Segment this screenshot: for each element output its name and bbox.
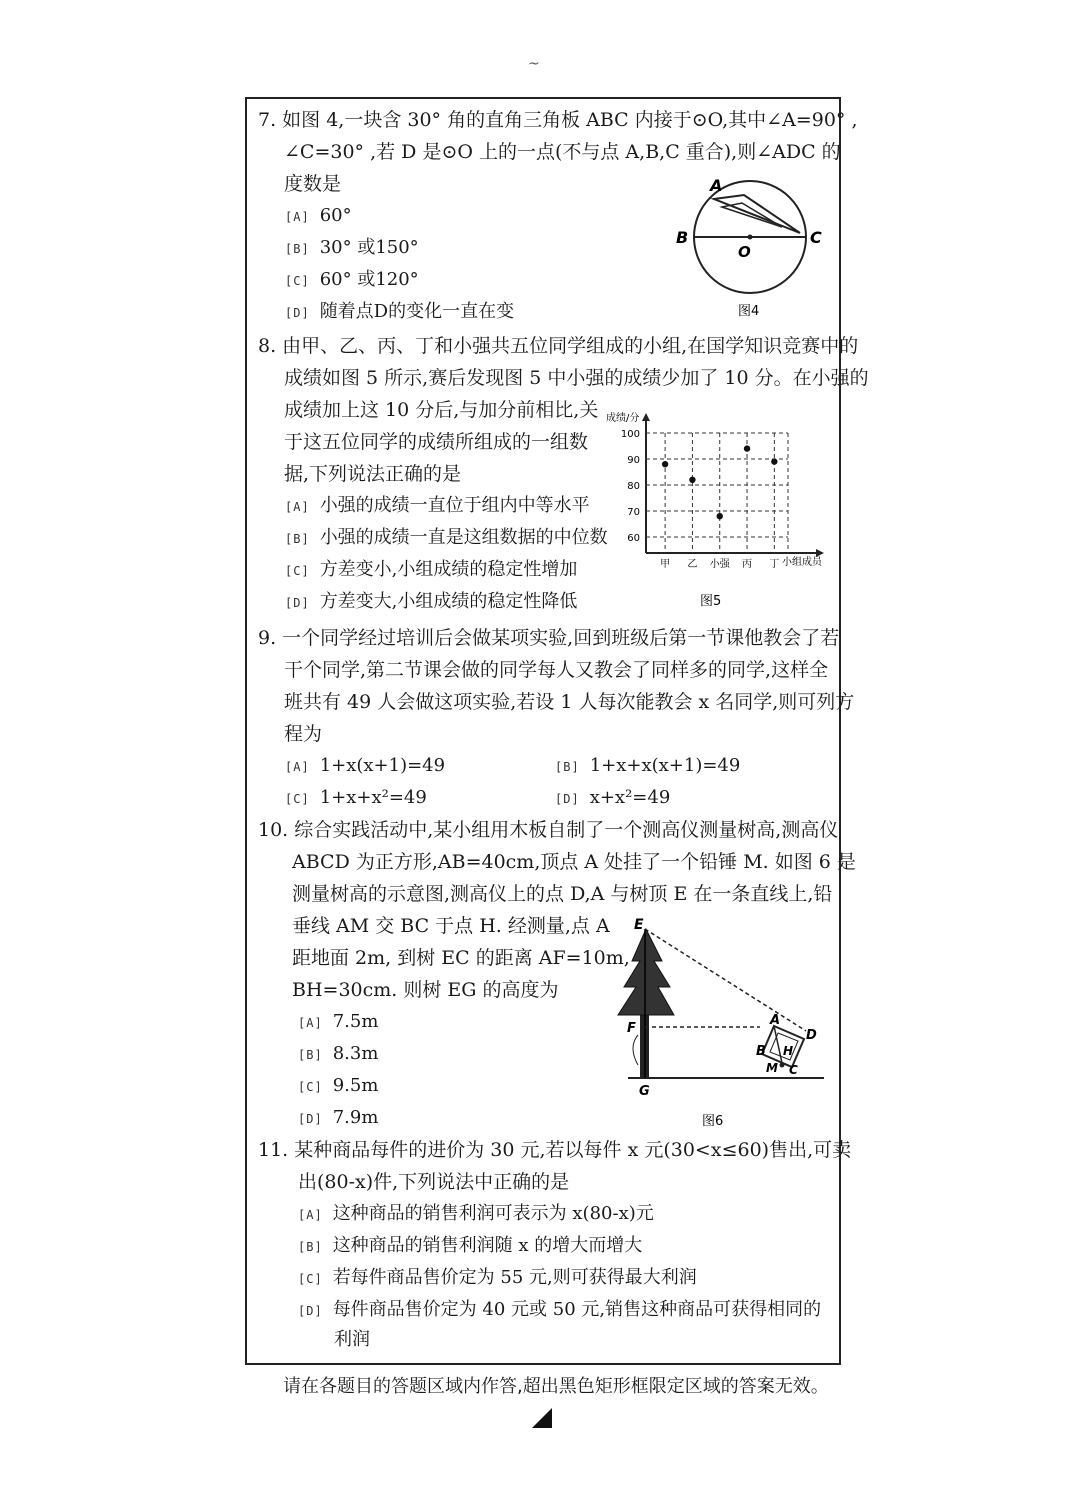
plumb-bob-m — [780, 1063, 785, 1068]
q9-option-a[interactable] — [285, 754, 445, 779]
q8-option-c[interactable] — [285, 558, 577, 583]
q10-line-6: BH=30cm. 则树 EG 的高度为 — [292, 979, 559, 1001]
figure-6-caption: 图6 — [702, 1114, 724, 1129]
q8-option-d[interactable] — [285, 590, 577, 615]
q11-line-2: 出(80-x)件,下列说法中正确的是 — [298, 1171, 570, 1193]
label-b: B — [756, 1044, 766, 1059]
q7-option-c[interactable] — [285, 268, 419, 293]
label-e: E — [634, 917, 644, 933]
option-text: 每件商品售价定为 40 元或 50 元,销售这种商品可获得相同的 — [332, 1299, 822, 1320]
option-text: 利润 — [334, 1329, 370, 1350]
q7-line-2: ∠C=30° ,若 D 是⊙O 上的一点(不与点 A,B,C 重合),则∠ADC 的 — [284, 141, 841, 163]
y-tick-label: 80 — [627, 481, 640, 492]
option-tag: [B] — [298, 1048, 323, 1062]
q10-tree-figure — [598, 915, 830, 1133]
q8-option-a[interactable] — [285, 494, 590, 519]
option-tag: [D] — [285, 306, 310, 320]
x-tick-label: 丁 — [769, 559, 780, 570]
chart-y-axis-label: 成绩/分 — [606, 413, 640, 424]
label-f: F — [627, 1021, 636, 1036]
q10-line-5: 距地面 2m, 到树 EC 的距离 AF=10m, — [292, 947, 630, 969]
data-point-4 — [771, 458, 777, 464]
label-g: G — [639, 1084, 650, 1099]
option-tag: [D] — [298, 1112, 323, 1126]
option-tag: [B] — [285, 242, 310, 256]
answer-area-notice: 请在各题目的答题区域内作答,超出黑色矩形框限定区域的答案无效。 — [283, 1376, 829, 1397]
x-axis-arrow — [816, 549, 824, 557]
q10-option-b[interactable] — [298, 1042, 378, 1067]
option-tag: [B] — [555, 760, 580, 774]
q10-option-d[interactable] — [298, 1106, 378, 1131]
q9-option-b[interactable] — [555, 754, 740, 779]
label-b: B — [676, 228, 689, 247]
q11-option-d-continued — [334, 1328, 370, 1352]
option-tag: [A] — [285, 210, 310, 224]
option-text: 7.5m — [332, 1011, 379, 1032]
q10-line-1: 10. 综合实践活动中,某小组用木板自制了一个测高仪测量树高,测高仪 — [258, 819, 839, 841]
q9-option-c[interactable] — [285, 786, 427, 811]
trunk-arc — [633, 1035, 638, 1065]
option-tag: [B] — [285, 532, 310, 546]
label-c: C — [789, 1063, 798, 1077]
option-tag: [A] — [285, 760, 310, 774]
y-axis-arrow — [642, 413, 650, 421]
q7-line-1: 7. 如图 4,一块含 30° 角的直角三角板 ABC 内接于⊙O,其中∠A=90° , — [258, 109, 858, 131]
x-tick-label: 丙 — [742, 559, 753, 570]
data-point-2 — [717, 513, 723, 519]
label-a: A — [710, 176, 723, 195]
option-text: 方差变小,小组成绩的稳定性增加 — [319, 559, 578, 580]
option-text: 这种商品的销售利润可表示为 x(80-x)元 — [332, 1203, 654, 1224]
q11-option-c[interactable] — [298, 1266, 697, 1291]
q9-line-4: 程为 — [284, 723, 323, 745]
q7-option-d[interactable] — [285, 300, 514, 325]
figure-5-caption: 图5 — [700, 594, 722, 607]
plumb-line-am — [774, 1026, 782, 1063]
q10-line-4: 垂线 AM 交 BC 于点 H. 经测量,点 A — [292, 915, 610, 937]
q11-option-a[interactable] — [298, 1202, 654, 1227]
q8-line-2: 成绩如图 5 所示,赛后发现图 5 中小强的成绩少加了 10 分。在小强的 — [284, 367, 869, 389]
q7-figure-circle — [670, 175, 830, 320]
x-tick-label: 甲 — [660, 559, 671, 570]
option-text: 方差变大,小组成绩的稳定性降低 — [319, 591, 578, 612]
label-o: O — [738, 243, 751, 261]
option-text: 1+x+x²=49 — [319, 787, 427, 808]
q11-option-d[interactable] — [298, 1298, 821, 1323]
q9-line-2: 干个同学,第二节课会做的同学每人又教会了同样多的同学,这样全 — [284, 659, 829, 681]
y-tick-label: 60 — [627, 533, 640, 544]
sight-line — [645, 929, 806, 1031]
x-tick-label: 小强 — [709, 559, 730, 570]
option-tag: [C] — [285, 792, 310, 806]
y-tick-label: 70 — [627, 507, 640, 518]
q10-line-3: 测量树高的示意图,测高仪上的点 D,A 与树顶 E 在一条直线上,铅 — [292, 883, 833, 905]
option-text: 随着点D的变化一直在变 — [319, 301, 515, 322]
option-text: 8.3m — [332, 1043, 379, 1064]
q8-score-chart — [598, 405, 830, 607]
option-text: 小强的成绩一直是这组数据的中位数 — [319, 527, 608, 548]
option-tag: [D] — [555, 792, 580, 806]
x-tick-label: 乙 — [687, 559, 698, 570]
q8-line-5: 据,下列说法正确的是 — [284, 463, 462, 485]
y-tick-label: 100 — [620, 429, 640, 440]
option-text: 1+x+x(x+1)=49 — [589, 755, 741, 776]
q10-option-c[interactable] — [298, 1074, 378, 1099]
option-tag: [C] — [285, 274, 310, 288]
label-h: H — [783, 1044, 794, 1058]
option-text: 30° 或150° — [319, 237, 419, 258]
option-text: 60° 或120° — [319, 269, 419, 290]
data-point-1 — [689, 477, 695, 483]
q9-line-1: 9. 一个同学经过培训后会做某项实验,回到班级后第一节课他教会了若 — [258, 627, 840, 649]
option-text: 60° — [319, 205, 352, 226]
label-c: C — [810, 228, 822, 247]
option-tag: [C] — [298, 1272, 323, 1286]
option-tag: [C] — [285, 564, 310, 578]
q8-line-4: 于这五位同学的成绩所组成的一组数 — [284, 431, 589, 453]
option-tag: [A] — [298, 1016, 323, 1030]
option-tag: [D] — [285, 596, 310, 610]
option-text: 7.9m — [332, 1107, 379, 1128]
q7-option-b[interactable] — [285, 236, 419, 261]
y-tick-label: 90 — [627, 455, 640, 466]
option-text: 9.5m — [332, 1075, 379, 1096]
q8-line-3: 成绩加上这 10 分后,与加分前相比,关 — [284, 399, 599, 421]
figure-4-caption: 图4 — [738, 304, 760, 319]
q9-option-d[interactable] — [555, 786, 670, 811]
option-tag: [D] — [298, 1304, 323, 1318]
option-tag: [A] — [298, 1208, 323, 1222]
triangle-board-outer — [714, 195, 800, 233]
q11-line-1: 11. 某种商品每件的进价为 30 元,若以每件 x 元(30<x≤60)售出,可卖 — [258, 1139, 852, 1161]
label-a: A — [770, 1013, 781, 1028]
data-point-0 — [662, 461, 668, 467]
option-text: 小强的成绩一直位于组内中等水平 — [319, 495, 590, 516]
q10-option-a[interactable] — [298, 1010, 378, 1035]
label-d: D — [806, 1028, 817, 1043]
q7-option-a[interactable] — [285, 204, 352, 229]
option-tag: [A] — [285, 500, 310, 514]
q11-option-b[interactable] — [298, 1234, 642, 1259]
center-point-o — [748, 235, 753, 240]
q7-line-3: 度数是 — [284, 173, 342, 195]
chart-x-axis-label: 小组成员 — [782, 557, 822, 568]
page-top-mark: ~ — [528, 56, 540, 72]
option-tag: [B] — [298, 1240, 323, 1254]
option-text: 这种商品的销售利润随 x 的增大而增大 — [332, 1235, 643, 1256]
q9-line-3: 班共有 49 人会做这项实验,若设 1 人每次能教会 x 名同学,则可列方 — [284, 691, 855, 713]
option-text: 若每件商品售价定为 55 元,则可获得最大利润 — [332, 1267, 697, 1288]
option-text: x+x²=49 — [589, 787, 671, 808]
option-text: 1+x(x+1)=49 — [319, 755, 446, 776]
q8-line-1: 8. 由甲、乙、丙、丁和小强共五位同学组成的小组,在国学知识竞赛中的 — [258, 335, 859, 357]
label-m: M — [766, 1061, 778, 1075]
data-point-3 — [744, 445, 750, 451]
page-corner-triangle-mark — [532, 1408, 552, 1428]
q10-line-2: ABCD 为正方形,AB=40cm,顶点 A 处挂了一个铅锤 M. 如图 6 是 — [292, 851, 856, 873]
q8-option-b[interactable] — [285, 526, 608, 551]
option-tag: [C] — [298, 1080, 323, 1094]
